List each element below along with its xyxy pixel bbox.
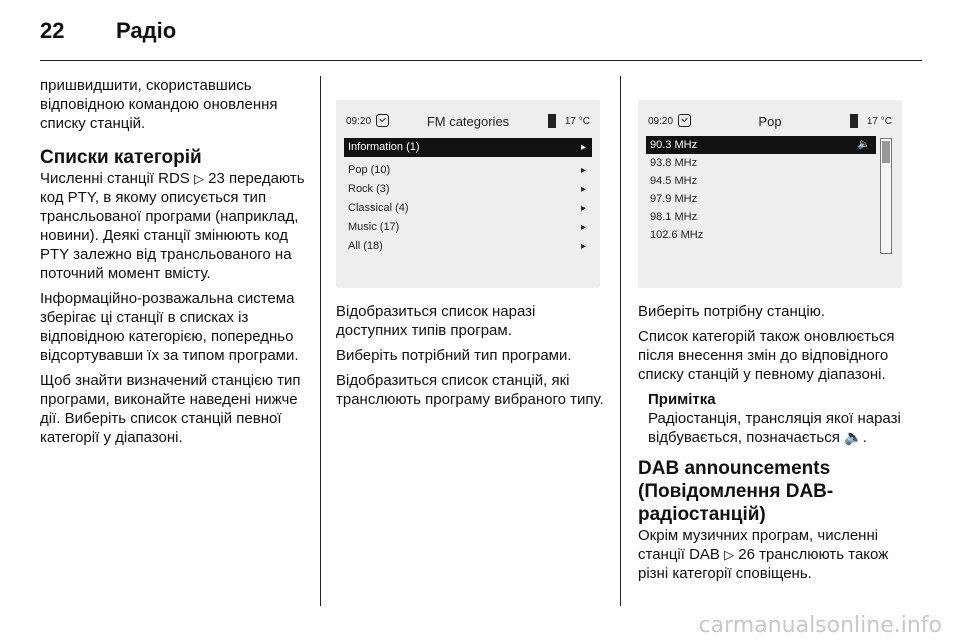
phone-icon (850, 114, 858, 128)
column-middle (336, 302, 606, 415)
screen-title: Pop (758, 114, 782, 129)
speaker-icon: 🔈 (857, 139, 870, 150)
station-list-paragraph: Відобразиться список станцій, які транслюють програму вибраного типу. (336, 372, 604, 408)
heading-line-3: радіостанцій) (638, 504, 766, 525)
note-title: Примітка (648, 391, 716, 408)
list-item[interactable] (646, 226, 876, 244)
category-lists-heading: Списки категорій (40, 147, 202, 168)
select-type-paragraph: Виберіть потрібний тип програми. (336, 347, 572, 364)
header-divider (40, 60, 922, 61)
reference-arrow-icon: ▷ (724, 547, 735, 562)
screen-temperature: 17 °C (564, 116, 590, 127)
intro-paragraph: пришвидшити, скориставшись відповідною командою оновлення списку станцій. (40, 77, 278, 132)
chevron-right-icon: ▸ (580, 165, 586, 176)
list-item[interactable] (344, 199, 592, 218)
update-paragraph: Список категорій також оновлюється після внесення змін до відповідного списку станцій у певному діапазоні. (638, 328, 895, 383)
column-divider-right (620, 76, 621, 606)
phone-icon (548, 114, 556, 128)
dab-text-before: Окрім музичних програм, численні станції DAB (638, 527, 879, 563)
list-item[interactable] (646, 208, 876, 226)
screen-header (644, 112, 896, 132)
note-text (648, 409, 908, 447)
heading-line-2: (Повідомлення DAB- (638, 481, 834, 502)
list-item-label: Information (1) (348, 141, 420, 153)
list-item-label: Classical (4) (348, 202, 409, 214)
chevron-right-icon: ▸ (580, 203, 586, 214)
screen-temperature: 17 °C (866, 116, 892, 127)
list-item[interactable] (344, 218, 592, 237)
available-types-paragraph: Відобразиться список наразі доступних типів програм. (336, 303, 536, 339)
rds-text-after: передають код PTY, в якому описується тип трансльованої програми (наприклад, новини). Деякі станції змінюють код PTY залежно від трансльованого на поточний момент вмісту. (40, 170, 305, 282)
list-item-label: All (18) (348, 240, 383, 252)
list-item[interactable] (646, 172, 876, 190)
screen-time: 09:20 (648, 116, 674, 127)
list-item-label: 93.8 MHz (650, 157, 698, 169)
chevron-right-icon: ▸ (580, 241, 586, 252)
heading-line-1: DAB announcements (638, 458, 831, 479)
list-item[interactable] (344, 180, 592, 199)
list-item[interactable] (344, 237, 592, 256)
column-divider-left (320, 76, 321, 606)
note-body: Радіостанція, трансляція якої наразі відбувається, позначається (648, 410, 901, 446)
screen-header (342, 112, 594, 132)
page-title: Радіо (116, 18, 177, 43)
dab-text-after: транслюють також різні категорії сповіщень. (638, 546, 889, 582)
column-right (638, 302, 908, 589)
rds-page-ref[interactable]: 23 (208, 170, 225, 187)
speaker-icon: 🔈 (844, 429, 863, 446)
select-station-paragraph: Виберіть потрібну станцію. (638, 303, 826, 320)
list-item[interactable] (646, 154, 876, 172)
rds-paragraph (40, 169, 308, 283)
screen-time: 09:20 (346, 116, 372, 127)
list-item[interactable] (646, 190, 876, 208)
list-item-label: 90.3 MHz (650, 139, 698, 151)
list-item[interactable] (344, 161, 592, 180)
chevron-right-icon: ▸ (580, 222, 586, 233)
note-end: . (862, 429, 867, 446)
chevron-right-icon: ▸ (580, 142, 586, 153)
storage-paragraph: Інформаційно-розважальна система зберігає ці станції в списках із відповідною категорією, попередньо відсортувавши їх за типом програми. (40, 290, 299, 364)
category-list (344, 138, 592, 256)
dab-page-ref[interactable]: 26 (738, 546, 755, 563)
note-block (648, 390, 908, 447)
search-paragraph: Щоб знайти визначений станцією тип програми, виконайте наведені нижче дії. Виберіть список станцій певної категорії у діапазоні. (40, 372, 301, 446)
list-item-label: 94.5 MHz (650, 175, 698, 187)
reference-arrow-icon: ▷ (193, 171, 204, 186)
dab-announcements-heading (638, 457, 908, 526)
list-item-label: 102.6 MHz (650, 229, 704, 241)
station-list (646, 136, 876, 244)
rds-text-before: Численні станції RDS (40, 170, 190, 187)
watermark: carmanualsonline.info (698, 613, 942, 638)
list-item[interactable] (646, 136, 876, 154)
pop-stations-screen (638, 100, 902, 288)
fm-categories-screen (336, 100, 600, 288)
list-item-label: Music (17) (348, 221, 400, 233)
list-item-label: Pop (10) (348, 164, 391, 176)
screen-title: FM categories (426, 114, 510, 129)
dab-paragraph (638, 526, 908, 583)
column-left (40, 76, 308, 453)
chevron-right-icon: ▸ (580, 184, 586, 195)
list-item-label: Rock (3) (348, 183, 390, 195)
page-number: 22 (40, 18, 65, 43)
list-item-label: 98.1 MHz (650, 211, 698, 223)
scrollbar[interactable] (880, 138, 892, 254)
list-item[interactable] (344, 138, 592, 157)
scrollbar-thumb[interactable] (882, 141, 890, 163)
list-item-label: 97.9 MHz (650, 193, 698, 205)
